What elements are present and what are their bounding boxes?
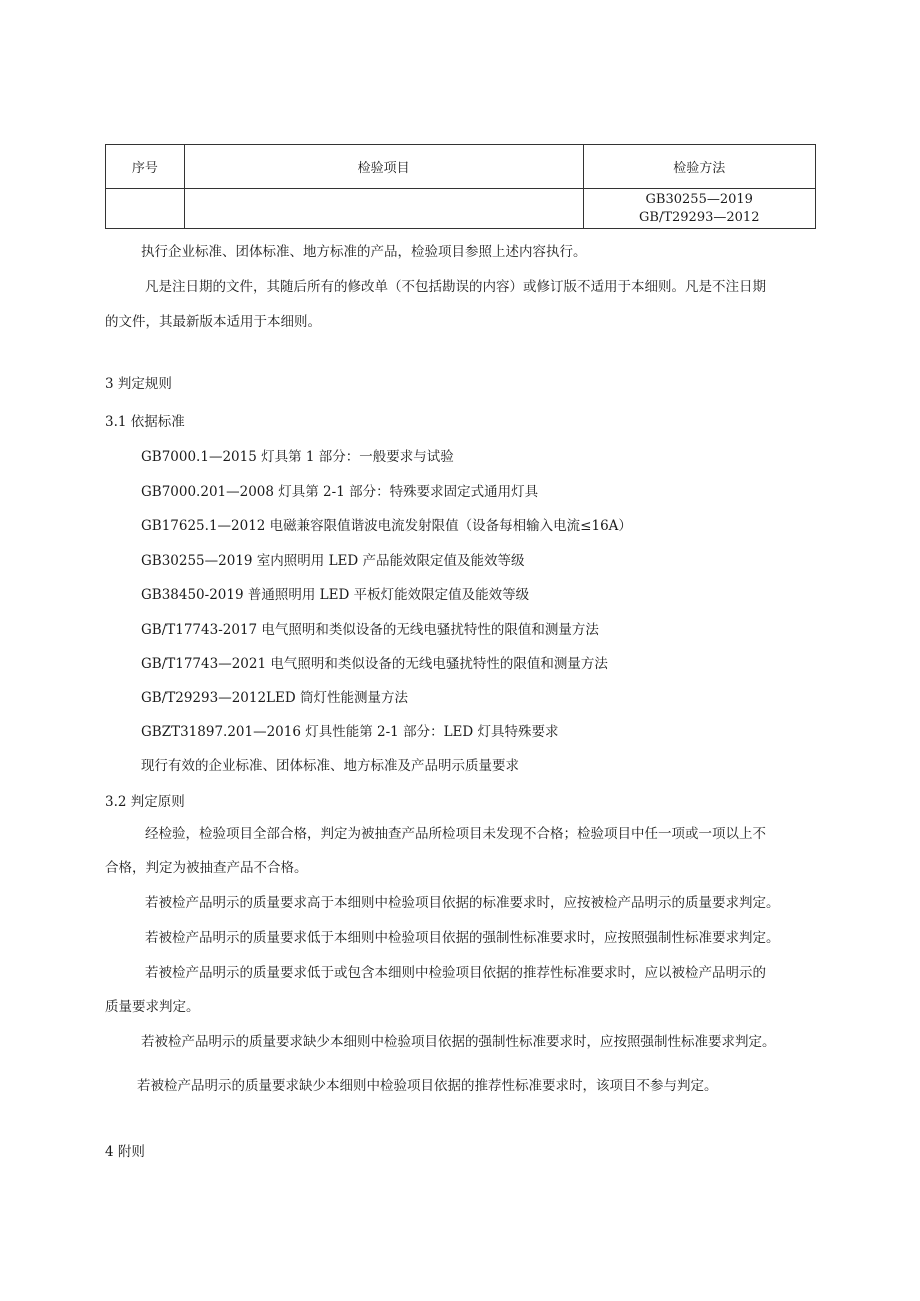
method-line-2: GB/T29293—2012 [639,209,760,225]
standard-item: GB/T29293—2012LED 筒灯性能测量方法 [141,690,408,706]
inspection-table [105,144,816,229]
rule-1-line-2: 合格，判定为被抽查产品不合格。 [105,860,308,876]
rule-3: 若被检产品明示的质量要求低于本细则中检验项目依据的强制性标准要求时，应按照强制性标准要求判定。 [145,930,780,946]
header-no: 序号 [106,145,185,189]
cell-item [184,189,583,229]
standard-item: GB7000.201—2008 灯具第 2-1 部分：特殊要求固定式通用灯具 [141,484,539,500]
table-header-row [106,145,816,189]
paragraph-2-line-2: 的文件，其最新版本适用于本细则。 [105,314,321,330]
method-line-1: GB30255—2019 [645,191,753,207]
paragraph-2-line-1: 凡是注日期的文件，其随后所有的修改单（不包括勘误的内容）或修订版不适用于本细则。凡是不注日期 [145,279,766,295]
rule-2: 若被检产品明示的质量要求高于本细则中检验项目依据的标准要求时，应按被检产品明示的质量要求判定。 [145,895,780,911]
standard-item: 现行有效的企业标准、团体标准、地方标准及产品明示质量要求 [141,758,519,774]
header-item: 检验项目 [184,145,583,189]
rule-4-line-2: 质量要求判定。 [105,999,200,1015]
standard-item: GB/T17743—2021 电气照明和类似设备的无线电骚扰特性的限值和测量方法 [141,656,608,672]
paragraph-1: 执行企业标准、团体标准、地方标准的产品，检验项目参照上述内容执行。 [141,244,587,260]
standard-item: GB7000.1—2015 灯具第 1 部分：一般要求与试验 [141,449,454,465]
header-method: 检验方法 [583,145,816,189]
section-3-2-title: 3.2 判定原则 [105,794,185,810]
section-3-title: 3 判定规则 [105,376,172,392]
section-4-title: 4 附则 [105,1144,145,1160]
rule-1-line-1: 经检验，检验项目全部合格，判定为被抽查产品所检项目未发现不合格；检验项目中任一项或一项以上不 [145,826,766,842]
rule-4-line-1: 若被检产品明示的质量要求低于或包含本细则中检验项目依据的推荐性标准要求时，应以被检产品明示的 [145,965,766,981]
rule-5: 若被检产品明示的质量要求缺少本细则中检验项目依据的强制性标准要求时，应按照强制性标准要求判定。 [141,1034,776,1050]
table-row [106,189,816,229]
cell-no [106,189,185,229]
standard-item: GB30255—2019 室内照明用 LED 产品能效限定值及能效等级 [141,553,525,569]
standard-item: GB17625.1—2012 电磁兼容限值谐波电流发射限值（设备每相输入电流≤16A） [141,518,632,534]
section-3-1-title: 3.1 依据标准 [105,414,185,430]
standard-item: GB/T17743-2017 电气照明和类似设备的无线电骚扰特性的限值和测量方法 [141,622,599,638]
standard-item: GBZT31897.201—2016 灯具性能第 2-1 部分：LED 灯具特殊要求 [141,724,559,740]
rule-6: 若被检产品明示的质量要求缺少本细则中检验项目依据的推荐性标准要求时，该项目不参与判定。 [137,1078,718,1094]
cell-method [583,189,816,229]
standard-item: GB38450-2019 普通照明用 LED 平板灯能效限定值及能效等级 [141,587,530,603]
